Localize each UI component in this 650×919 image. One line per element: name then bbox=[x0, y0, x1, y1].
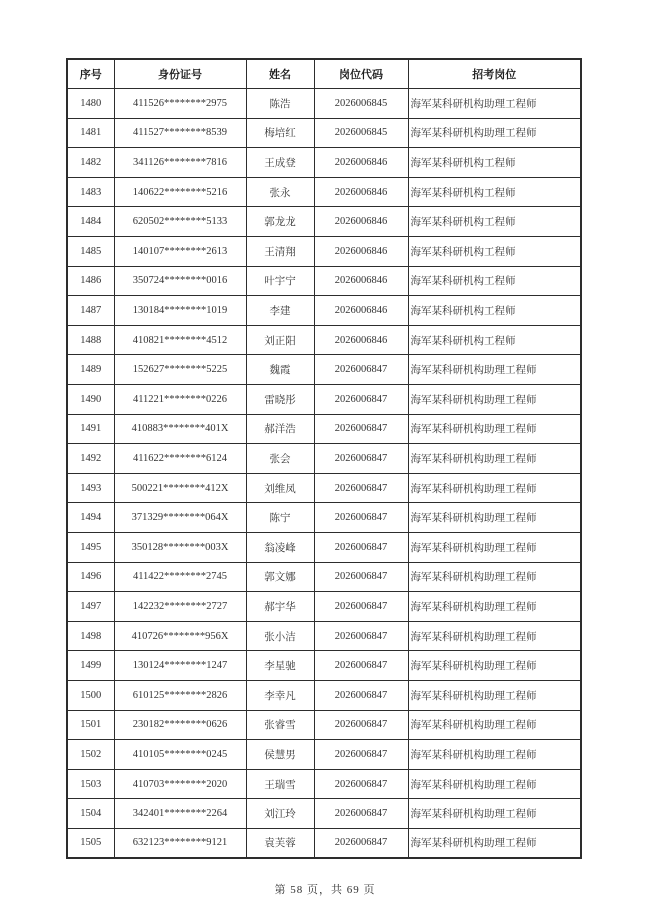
cell-position: 海军某科研机构助理工程师 bbox=[408, 355, 581, 385]
cell-position: 海军某科研机构助理工程师 bbox=[408, 444, 581, 474]
cell-id: 230182********0626 bbox=[114, 710, 246, 740]
cell-code: 2026006847 bbox=[314, 533, 408, 563]
cell-position: 海军某科研机构助理工程师 bbox=[408, 89, 581, 119]
cell-position: 海军某科研机构助理工程师 bbox=[408, 680, 581, 710]
table-row bbox=[67, 118, 581, 148]
table-row bbox=[67, 473, 581, 503]
cell-position: 海军某科研机构助理工程师 bbox=[408, 592, 581, 622]
cell-seq: 1500 bbox=[67, 680, 114, 710]
cell-name: 刘江玲 bbox=[246, 799, 314, 829]
table-row bbox=[67, 533, 581, 563]
cell-id: 410726********956X bbox=[114, 621, 246, 651]
cell-seq: 1499 bbox=[67, 651, 114, 681]
cell-name: 叶宇宁 bbox=[246, 266, 314, 296]
cell-seq: 1483 bbox=[67, 177, 114, 207]
cell-position: 海军某科研机构助理工程师 bbox=[408, 621, 581, 651]
table-row bbox=[67, 237, 581, 267]
table-row bbox=[67, 89, 581, 119]
table-row bbox=[67, 769, 581, 799]
table-row bbox=[67, 325, 581, 355]
cell-id: 632123********9121 bbox=[114, 828, 246, 858]
table-header bbox=[67, 59, 581, 89]
applicant-roster-table bbox=[66, 58, 582, 859]
cell-id: 410703********2020 bbox=[114, 769, 246, 799]
cell-code: 2026006847 bbox=[314, 769, 408, 799]
cell-code: 2026006846 bbox=[314, 266, 408, 296]
column-header-code: 岗位代码 bbox=[314, 59, 408, 89]
column-header-seq: 序号 bbox=[67, 59, 114, 89]
cell-name: 王清翔 bbox=[246, 237, 314, 267]
cell-id: 410883********401X bbox=[114, 414, 246, 444]
cell-code: 2026006845 bbox=[314, 89, 408, 119]
cell-code: 2026006847 bbox=[314, 710, 408, 740]
cell-position: 海军某科研机构助理工程师 bbox=[408, 562, 581, 592]
cell-code: 2026006846 bbox=[314, 207, 408, 237]
cell-position: 海军某科研机构工程师 bbox=[408, 296, 581, 326]
cell-seq: 1492 bbox=[67, 444, 114, 474]
cell-id: 350724********0016 bbox=[114, 266, 246, 296]
table-row bbox=[67, 266, 581, 296]
cell-name: 李建 bbox=[246, 296, 314, 326]
cell-id: 130184********1019 bbox=[114, 296, 246, 326]
table-row bbox=[67, 503, 581, 533]
cell-id: 410105********0245 bbox=[114, 740, 246, 770]
cell-name: 魏霞 bbox=[246, 355, 314, 385]
column-header-position: 招考岗位 bbox=[408, 59, 581, 89]
cell-id: 620502********5133 bbox=[114, 207, 246, 237]
cell-seq: 1487 bbox=[67, 296, 114, 326]
cell-code: 2026006847 bbox=[314, 414, 408, 444]
table-row bbox=[67, 592, 581, 622]
cell-position: 海军某科研机构助理工程师 bbox=[408, 533, 581, 563]
column-header-id: 身份证号 bbox=[114, 59, 246, 89]
cell-name: 刘正阳 bbox=[246, 325, 314, 355]
cell-seq: 1493 bbox=[67, 473, 114, 503]
cell-id: 142232********2727 bbox=[114, 592, 246, 622]
cell-seq: 1484 bbox=[67, 207, 114, 237]
cell-name: 陈宁 bbox=[246, 503, 314, 533]
cell-seq: 1498 bbox=[67, 621, 114, 651]
cell-name: 梅培红 bbox=[246, 118, 314, 148]
cell-code: 2026006847 bbox=[314, 473, 408, 503]
cell-name: 张永 bbox=[246, 177, 314, 207]
cell-name: 陈浩 bbox=[246, 89, 314, 119]
table-row bbox=[67, 385, 581, 415]
cell-code: 2026006847 bbox=[314, 651, 408, 681]
cell-position: 海军某科研机构助理工程师 bbox=[408, 118, 581, 148]
cell-name: 王瑞雪 bbox=[246, 769, 314, 799]
cell-seq: 1486 bbox=[67, 266, 114, 296]
table-row bbox=[67, 355, 581, 385]
cell-position: 海军某科研机构工程师 bbox=[408, 148, 581, 178]
cell-id: 411526********2975 bbox=[114, 89, 246, 119]
cell-code: 2026006847 bbox=[314, 355, 408, 385]
cell-seq: 1482 bbox=[67, 148, 114, 178]
table-row bbox=[67, 710, 581, 740]
cell-position: 海军某科研机构助理工程师 bbox=[408, 385, 581, 415]
cell-code: 2026006847 bbox=[314, 740, 408, 770]
page-number-footer: 第 58 页，共 69 页 bbox=[274, 884, 376, 896]
cell-id: 140622********5216 bbox=[114, 177, 246, 207]
cell-name: 翁凌峰 bbox=[246, 533, 314, 563]
table-row bbox=[67, 177, 581, 207]
table-row bbox=[67, 414, 581, 444]
table-row bbox=[67, 148, 581, 178]
cell-code: 2026006846 bbox=[314, 148, 408, 178]
table-row bbox=[67, 444, 581, 474]
cell-id: 140107********2613 bbox=[114, 237, 246, 267]
cell-seq: 1480 bbox=[67, 89, 114, 119]
cell-code: 2026006847 bbox=[314, 592, 408, 622]
cell-seq: 1496 bbox=[67, 562, 114, 592]
cell-code: 2026006847 bbox=[314, 503, 408, 533]
cell-code: 2026006846 bbox=[314, 325, 408, 355]
cell-name: 雷晓彤 bbox=[246, 385, 314, 415]
cell-position: 海军某科研机构助理工程师 bbox=[408, 414, 581, 444]
cell-name: 郝洋浩 bbox=[246, 414, 314, 444]
cell-position: 海军某科研机构助理工程师 bbox=[408, 740, 581, 770]
cell-position: 海军某科研机构助理工程师 bbox=[408, 710, 581, 740]
cell-id: 411527********8539 bbox=[114, 118, 246, 148]
table-row bbox=[67, 828, 581, 858]
cell-name: 袁芙蓉 bbox=[246, 828, 314, 858]
cell-name: 李幸凡 bbox=[246, 680, 314, 710]
cell-code: 2026006847 bbox=[314, 444, 408, 474]
cell-id: 341126********7816 bbox=[114, 148, 246, 178]
cell-id: 342401********2264 bbox=[114, 799, 246, 829]
table-row bbox=[67, 296, 581, 326]
header-row bbox=[67, 59, 581, 89]
cell-seq: 1497 bbox=[67, 592, 114, 622]
cell-position: 海军某科研机构工程师 bbox=[408, 325, 581, 355]
cell-code: 2026006847 bbox=[314, 799, 408, 829]
table-row bbox=[67, 651, 581, 681]
cell-position: 海军某科研机构工程师 bbox=[408, 207, 581, 237]
table-body bbox=[67, 89, 581, 858]
cell-seq: 1503 bbox=[67, 769, 114, 799]
table-row bbox=[67, 740, 581, 770]
cell-name: 李星驰 bbox=[246, 651, 314, 681]
cell-seq: 1501 bbox=[67, 710, 114, 740]
cell-id: 411622********6124 bbox=[114, 444, 246, 474]
cell-id: 411221********0226 bbox=[114, 385, 246, 415]
cell-id: 371329********064X bbox=[114, 503, 246, 533]
cell-code: 2026006847 bbox=[314, 828, 408, 858]
cell-position: 海军某科研机构助理工程师 bbox=[408, 473, 581, 503]
cell-seq: 1490 bbox=[67, 385, 114, 415]
cell-name: 张睿雪 bbox=[246, 710, 314, 740]
cell-code: 2026006846 bbox=[314, 237, 408, 267]
cell-seq: 1488 bbox=[67, 325, 114, 355]
cell-seq: 1502 bbox=[67, 740, 114, 770]
table-row bbox=[67, 562, 581, 592]
cell-name: 郝宇华 bbox=[246, 592, 314, 622]
cell-seq: 1481 bbox=[67, 118, 114, 148]
cell-name: 张小洁 bbox=[246, 621, 314, 651]
cell-position: 海军某科研机构助理工程师 bbox=[408, 503, 581, 533]
table-row bbox=[67, 799, 581, 829]
cell-id: 500221********412X bbox=[114, 473, 246, 503]
cell-id: 610125********2826 bbox=[114, 680, 246, 710]
cell-code: 2026006846 bbox=[314, 296, 408, 326]
cell-seq: 1495 bbox=[67, 533, 114, 563]
cell-seq: 1485 bbox=[67, 237, 114, 267]
cell-seq: 1494 bbox=[67, 503, 114, 533]
cell-name: 张会 bbox=[246, 444, 314, 474]
cell-id: 410821********4512 bbox=[114, 325, 246, 355]
cell-code: 2026006846 bbox=[314, 177, 408, 207]
cell-position: 海军某科研机构助理工程师 bbox=[408, 828, 581, 858]
cell-id: 130124********1247 bbox=[114, 651, 246, 681]
cell-code: 2026006845 bbox=[314, 118, 408, 148]
cell-name: 郭龙龙 bbox=[246, 207, 314, 237]
table-row bbox=[67, 621, 581, 651]
cell-position: 海军某科研机构工程师 bbox=[408, 177, 581, 207]
cell-id: 152627********5225 bbox=[114, 355, 246, 385]
table-row bbox=[67, 680, 581, 710]
table-row bbox=[67, 207, 581, 237]
cell-position: 海军某科研机构助理工程师 bbox=[408, 769, 581, 799]
cell-name: 郭文娜 bbox=[246, 562, 314, 592]
cell-position: 海军某科研机构工程师 bbox=[408, 237, 581, 267]
cell-seq: 1489 bbox=[67, 355, 114, 385]
cell-seq: 1505 bbox=[67, 828, 114, 858]
cell-position: 海军某科研机构工程师 bbox=[408, 266, 581, 296]
cell-position: 海军某科研机构助理工程师 bbox=[408, 651, 581, 681]
cell-id: 411422********2745 bbox=[114, 562, 246, 592]
cell-seq: 1504 bbox=[67, 799, 114, 829]
cell-code: 2026006847 bbox=[314, 385, 408, 415]
cell-name: 侯慧男 bbox=[246, 740, 314, 770]
cell-seq: 1491 bbox=[67, 414, 114, 444]
cell-id: 350128********003X bbox=[114, 533, 246, 563]
cell-position: 海军某科研机构助理工程师 bbox=[408, 799, 581, 829]
cell-code: 2026006847 bbox=[314, 680, 408, 710]
cell-name: 刘维凤 bbox=[246, 473, 314, 503]
cell-code: 2026006847 bbox=[314, 562, 408, 592]
column-header-name: 姓名 bbox=[246, 59, 314, 89]
cell-code: 2026006847 bbox=[314, 621, 408, 651]
cell-name: 王成登 bbox=[246, 148, 314, 178]
